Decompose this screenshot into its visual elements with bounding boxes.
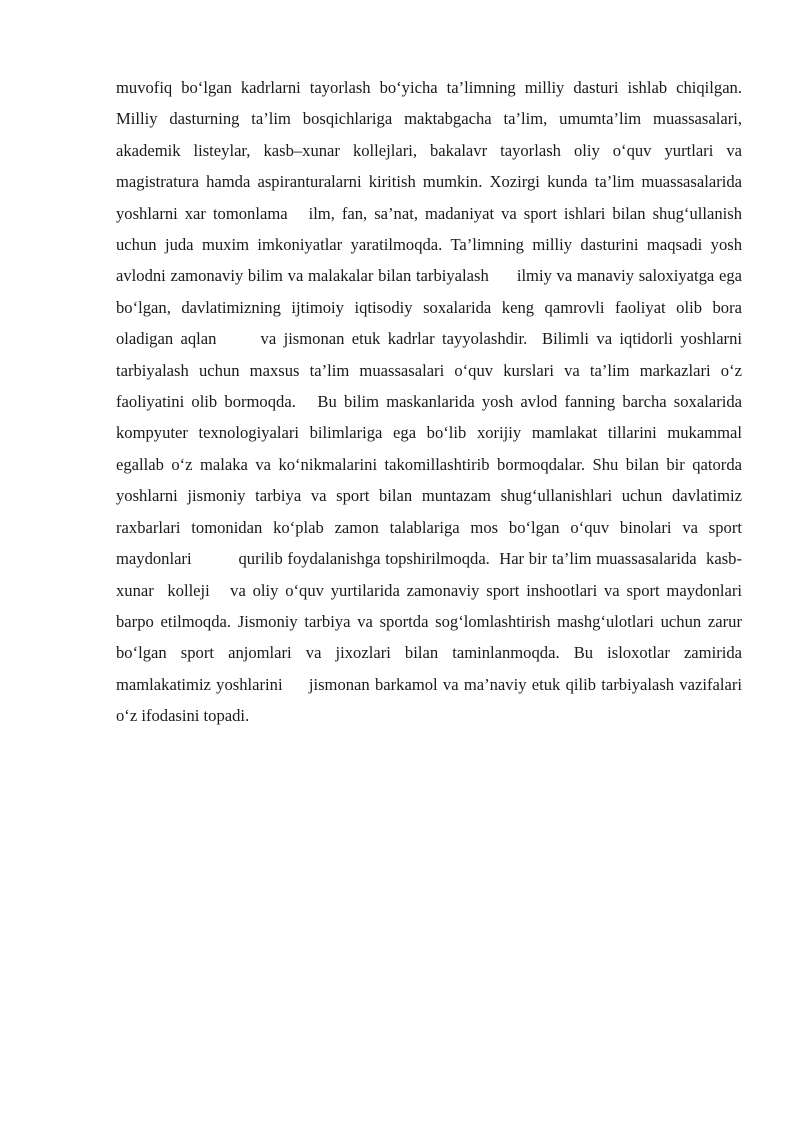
body-paragraph: muvofiq bo‘lgan kadrlarni tayorlash bo‘yicha ta’limning milliy dasturi ishlab chiqilgan. Milliy dasturning ta’lim bosqichlariga maktabgacha ta’lim, umumta’lim muassasalari, akademik listeylar, kasb–xunar kollejlari, bakalavr tayorlash oliy o‘quv yurtlari va magistratura hamda aspiranturalarni kiritish mumkin. Xozirgi kunda ta’lim muassasalarida yoshlarni xar tomonlama ilm, fan, sa’nat, madaniyat va sport ishlari bilan shug‘ullanish uchun juda muxim imkoniyatlar yaratilmoqda. Ta’limning milliy dasturini maqsadi yosh avlodni zamonaviy bilim va malakalar bilan tarbiyalash ilmiy va manaviy saloxiyatga ega bo‘lgan, davlatimizning ijtimoiy iqtisodiy soxalarida keng qamrovli faoliyat olib bora oladigan aqlan va jismonan etuk kadrlar tayyolashdir. Bilimli va iqtidorli yoshlarni tarbiyalash uchun maxsus ta’lim muassasalari o‘quv kurslari va ta’lim markazlari o‘z faoliyatini olib bormoqda. Bu bilim maskanlarida yosh avlod fanning barcha soxalarida kompyuter texnologiyalari bilimlariga ega bo‘lib xorijiy mamlakat tillarini mukammal egallab o‘z malaka va ko‘nikmalarini takomillashtirib bormoqdalar. Shu bilan bir qatorda yoshlarni jismoniy tarbiya va sport bilan muntazam shug‘ullanishlari uchun davlatimiz raxbarlari tomonidan ko‘plab zamon talablariga mos bo‘lgan o‘quv binolari va sport maydonlari qurilib foydalanishga topshirilmoqda. Har bir ta’lim muassasalarida kasb-xunar kolleji va oliy o‘quv yurtilarida zamonaviy sport inshootlari va sport maydonlari barpo etilmoqda. Jismoniy tarbiya va sportda sog‘lomlashtirish mashg‘ulotlari uchun zarur bo‘lgan sport anjomlari va jixozlari bilan taminlanmoqda. Bu isloxotlar zamirida mamlakatimiz yoshlarini jismonan barkamol va ma’naviy etuk qilib tarbiyalash vazifalari o‘z ifodasini topadi. [116,78,759,726]
